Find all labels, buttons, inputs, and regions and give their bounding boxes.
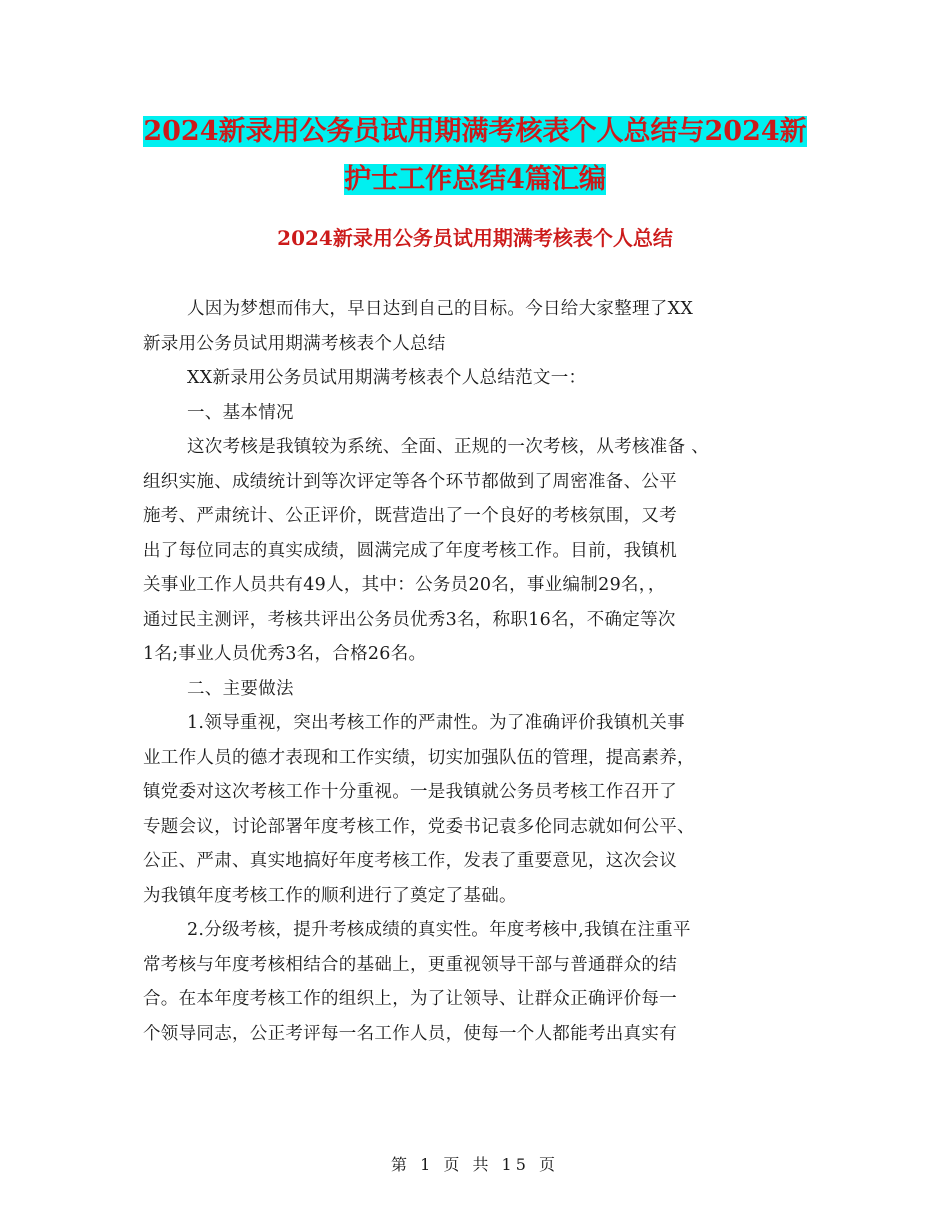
paragraph-line: 镇党委对这次考核工作十分重视。一是我镇就公务员考核工作召开了	[143, 782, 677, 802]
paragraph-line: 这次考核是我镇较为系统、全面、正规的一次考核，从考核准备 、	[187, 437, 710, 457]
paragraph-line: 通过民主测评，考核共评出公务员优秀3名，称职16名，不确定等次	[143, 609, 676, 630]
section-heading: 一、基本情况	[187, 402, 294, 423]
page-number-footer: 第 1 页 共 15 页	[391, 1155, 559, 1174]
paragraph-line: 业工作人员的德才表现和工作实绩，切实加强队伍的管理，提高素养，	[143, 747, 695, 768]
paragraph-line: 1名;事业人员优秀3名，合格26名。	[143, 644, 427, 664]
paragraph-line: 2.分级考核，提升考核成绩的真实性。年度考核中,我镇在注重平	[187, 920, 691, 940]
paragraph-line: 组织实施、成绩统计到等次评定等各个环节都做到了周密准备、公平	[143, 471, 677, 492]
paragraph-line: 个领导同志，公正考评每一名工作人员，使每一个人都能考出真实有	[143, 1023, 677, 1044]
paragraph-line: 专题会议，讨论部署年度考核工作，党委书记袁多伦同志就如何公平、	[143, 816, 695, 837]
paragraph-line: 关事业工作人员共有49人，其中：公务员20名，事业编制29名，，	[143, 575, 666, 595]
paragraph-line: 1.领导重视，突出考核工作的严肃性。为了准确评价我镇机关事	[187, 713, 685, 733]
body-text	[143, 292, 813, 1051]
paragraph-line: 施考、严肃统计、公正评价，既营造出了一个良好的考核氛围，又考	[143, 506, 677, 526]
paragraph-line: 出了每位同志的真实成绩，圆满完成了年度考核工作。目前，我镇机	[143, 540, 677, 561]
paragraph-line: 人因为梦想而伟大，早日达到自己的目标。今日给大家整理了XX	[187, 299, 694, 319]
paragraph-line: 公正、严肃、真实地搞好年度考核工作，发表了重要意见，这次会议	[143, 851, 677, 871]
section-title: 2024新录用公务员试用期满考核表个人总结	[277, 226, 673, 250]
paragraph-line: 合。在本年度考核工作的组织上，为了让领导、让群众正确评价每一	[143, 989, 677, 1009]
paragraph-line: 常考核与年度考核相结合的基础上，更重视领导干部与普通群众的结	[143, 954, 677, 975]
main-title-line-2: 护士工作总结4篇汇编	[344, 164, 606, 195]
main-title	[130, 108, 820, 204]
paragraph-line: 新录用公务员试用期满考核表个人总结	[143, 333, 446, 354]
paragraph-line: 为我镇年度考核工作的顺利进行了奠定了基础。	[143, 885, 517, 906]
section-heading: 二、主要做法	[187, 678, 294, 699]
main-title-line-1: 2024新录用公务员试用期满考核表个人总结与2024新	[143, 116, 807, 147]
paragraph-line: XX新录用公务员试用期满考核表个人总结范文一：	[187, 368, 587, 388]
